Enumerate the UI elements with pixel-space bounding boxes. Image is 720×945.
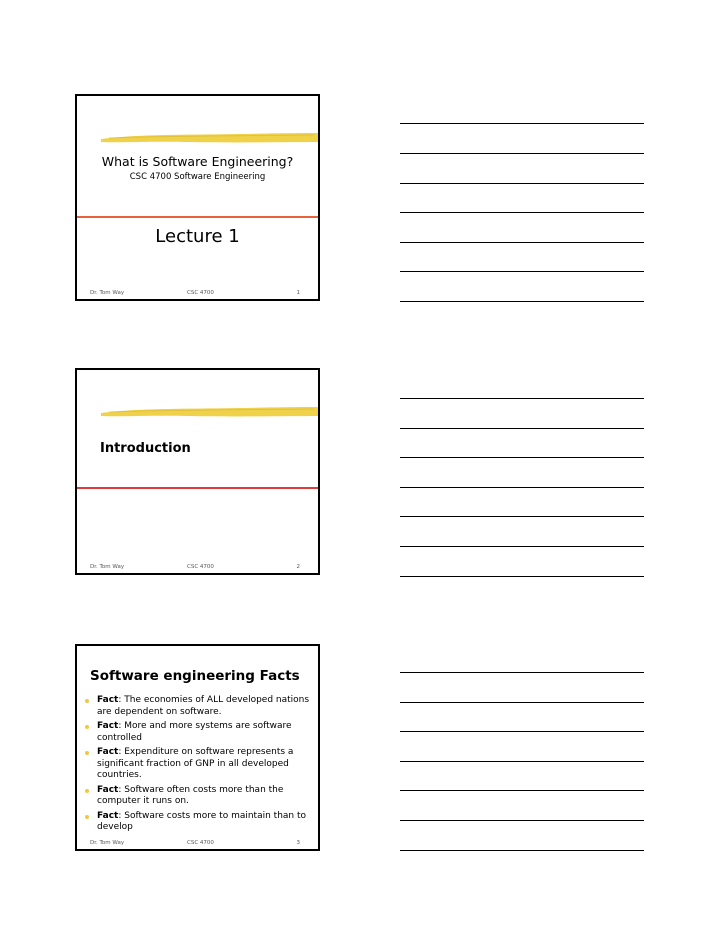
slide-2 xyxy=(75,368,320,575)
note-line xyxy=(400,153,644,154)
footer-author: Dr. Tom Way xyxy=(90,840,125,846)
footer-page-number: 3 xyxy=(296,840,300,846)
footer-course: CSC 4700 xyxy=(187,840,214,846)
footer-page-number: 1 xyxy=(296,290,300,296)
note-line xyxy=(400,242,644,243)
slide-title: Software engineering Facts xyxy=(90,668,300,684)
note-line xyxy=(400,398,644,399)
list-item: Fact: Software costs more to maintain than to develop xyxy=(85,811,315,834)
bullet-icon xyxy=(85,725,89,729)
slide-subtitle: CSC 4700 Software Engineering xyxy=(129,172,266,182)
note-line xyxy=(400,576,644,577)
footer-page-number: 2 xyxy=(296,564,300,570)
note-line xyxy=(400,731,644,732)
note-line xyxy=(400,212,644,213)
note-line xyxy=(400,850,644,851)
list-item: Fact: More and more systems are software controlled xyxy=(85,721,315,744)
note-line xyxy=(400,301,644,302)
note-line xyxy=(400,761,644,762)
note-line xyxy=(400,457,644,458)
list-item: Fact: Expenditure on software represents a significant fraction of GNP in all developed countries. xyxy=(85,747,315,782)
divider xyxy=(77,487,318,489)
brush-stroke-decoration xyxy=(99,130,320,146)
bullet-icon xyxy=(85,751,89,755)
footer-course: CSC 4700 xyxy=(187,564,214,570)
note-line xyxy=(400,516,644,517)
note-line xyxy=(400,183,644,184)
bullet-list xyxy=(85,695,315,837)
note-line xyxy=(400,428,644,429)
slide-1 xyxy=(75,94,320,301)
footer-author: Dr. Tom Way xyxy=(90,564,125,570)
slide-title: What is Software Engineering? xyxy=(101,154,294,169)
list-item: Fact: Software often costs more than the computer it runs on. xyxy=(85,785,315,808)
footer-author: Dr. Tom Way xyxy=(90,290,125,296)
note-line xyxy=(400,820,644,821)
note-line xyxy=(400,790,644,791)
note-line xyxy=(400,672,644,673)
lecture-heading: Lecture 1 xyxy=(155,226,240,247)
brush-stroke-decoration xyxy=(99,404,320,420)
divider xyxy=(77,216,318,218)
note-line xyxy=(400,123,644,124)
note-line xyxy=(400,702,644,703)
bullet-icon xyxy=(85,815,89,819)
list-item: Fact: The economies of ALL developed nations are dependent on software. xyxy=(85,695,315,718)
bullet-icon xyxy=(85,789,89,793)
slide-title: Introduction xyxy=(100,441,191,456)
note-line xyxy=(400,487,644,488)
bullet-icon xyxy=(85,699,89,703)
footer-course: CSC 4700 xyxy=(187,290,214,296)
note-line xyxy=(400,546,644,547)
slide-3 xyxy=(75,644,320,851)
note-line xyxy=(400,271,644,272)
